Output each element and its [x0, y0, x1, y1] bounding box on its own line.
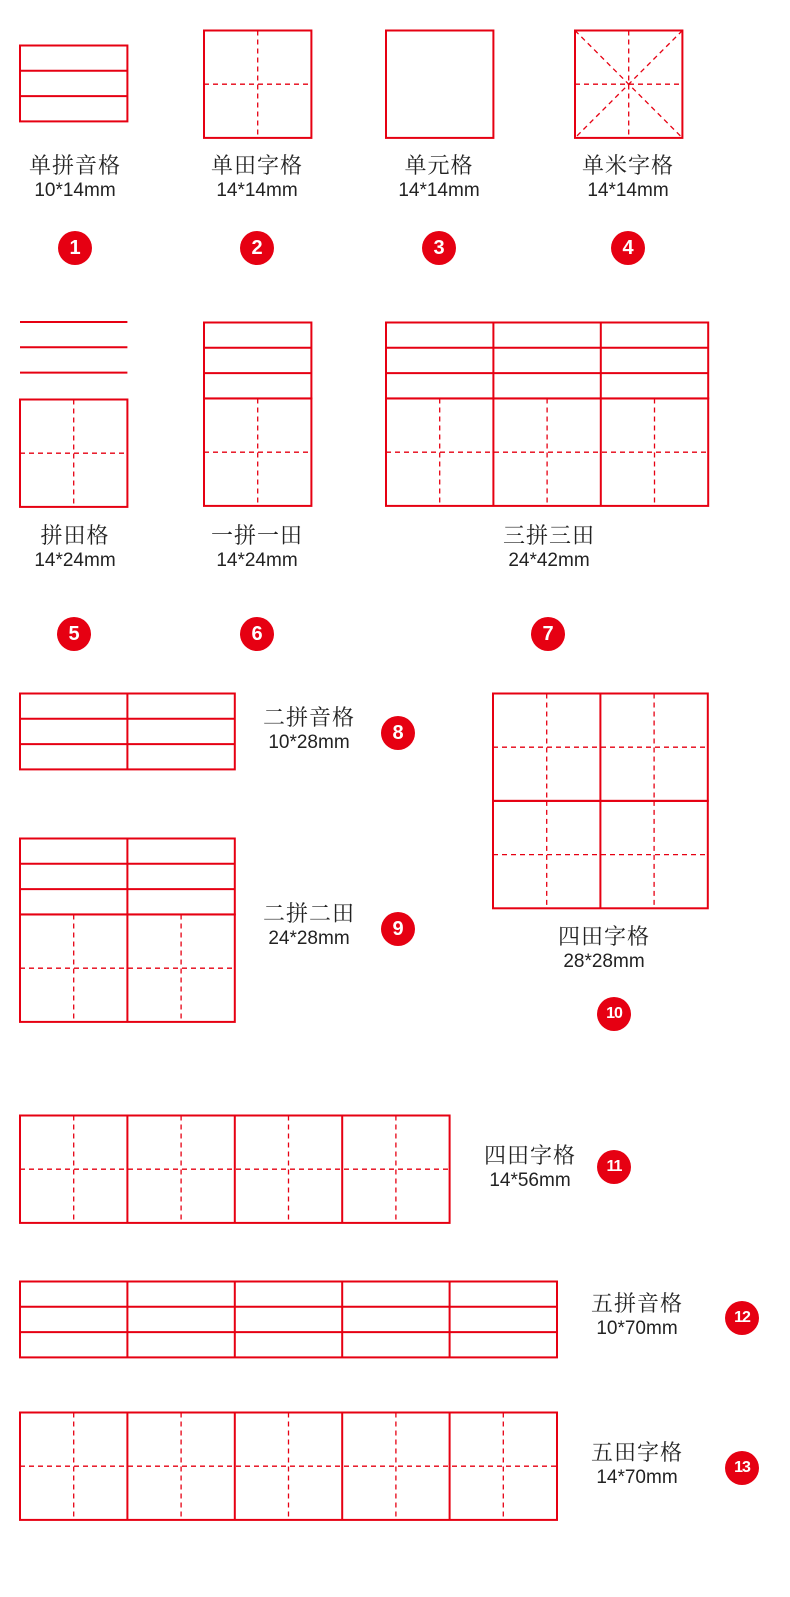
item-3-label: [378, 154, 500, 202]
item-1-size: 10*14mm: [34, 180, 116, 201]
item-4-badge: 4: [611, 231, 645, 265]
item-13-label: [576, 1441, 698, 1489]
item-1-label: [14, 154, 136, 202]
item-12-size: 10*70mm: [596, 1318, 678, 1339]
item-9-label: [248, 902, 370, 950]
item-8-label: [248, 706, 370, 754]
item-7-badge: 7: [531, 617, 565, 651]
item-7-name: 三拼三田: [502, 524, 595, 549]
item-11-label: [469, 1144, 591, 1192]
item-10-badge: 10: [597, 997, 631, 1031]
item-2-badge: 2: [240, 231, 274, 265]
item-2-name: 单田字格: [210, 154, 303, 179]
item-6-name: 一拼一田: [210, 524, 303, 549]
item-3-name: 单元格: [404, 154, 474, 179]
item-1-badge: 1: [58, 231, 92, 265]
item-8-name: 二拼音格: [262, 706, 355, 731]
item-1-name: 单拼音格: [28, 154, 121, 179]
item-12-name: 五拼音格: [590, 1292, 683, 1317]
item-12-label: [576, 1292, 698, 1340]
item-10-size: 28*28mm: [563, 951, 645, 972]
item-2-label: [196, 154, 318, 202]
item-11-size: 14*56mm: [489, 1170, 571, 1191]
item-12-badge: 12: [725, 1301, 759, 1335]
item-8-size: 10*28mm: [268, 732, 350, 753]
item-5-label: [14, 524, 136, 572]
item-5-badge: 5: [57, 617, 91, 651]
item-7-size: 24*42mm: [508, 550, 590, 571]
item-9-name: 二拼二田: [262, 902, 355, 927]
item-8-badge: 8: [381, 716, 415, 750]
item-13-name: 五田字格: [590, 1441, 683, 1466]
item-5-name: 拼田格: [40, 524, 110, 549]
item-6-pinyin-frame: [204, 323, 311, 399]
item-7-label: [488, 524, 610, 572]
item-10-name: 四田字格: [557, 925, 650, 950]
item-10-label: [543, 925, 665, 973]
item-5-size: 14*24mm: [34, 550, 116, 571]
item-11-badge: 11: [597, 1150, 631, 1184]
item-9-size: 24*28mm: [268, 928, 350, 949]
item-13-size: 14*70mm: [596, 1467, 678, 1488]
item-6-badge: 6: [240, 617, 274, 651]
item-4-name: 单米字格: [581, 154, 674, 179]
item-2-size: 14*14mm: [216, 180, 298, 201]
item-6-size: 14*24mm: [216, 550, 298, 571]
item-4-size: 14*14mm: [587, 180, 669, 201]
item-3-cell-frame: [386, 31, 493, 138]
item-7-pinyin-frame: [386, 323, 708, 399]
item-13-badge: 13: [725, 1451, 759, 1485]
item-1-pinyin-frame: [20, 46, 127, 122]
item-3-size: 14*14mm: [398, 180, 480, 201]
item-9-badge: 9: [381, 912, 415, 946]
item-12-pinyin-frame: [20, 1282, 557, 1358]
item-4-label: [567, 154, 689, 202]
item-11-name: 四田字格: [483, 1144, 576, 1169]
item-3-badge: 3: [422, 231, 456, 265]
item-6-label: [196, 524, 318, 572]
